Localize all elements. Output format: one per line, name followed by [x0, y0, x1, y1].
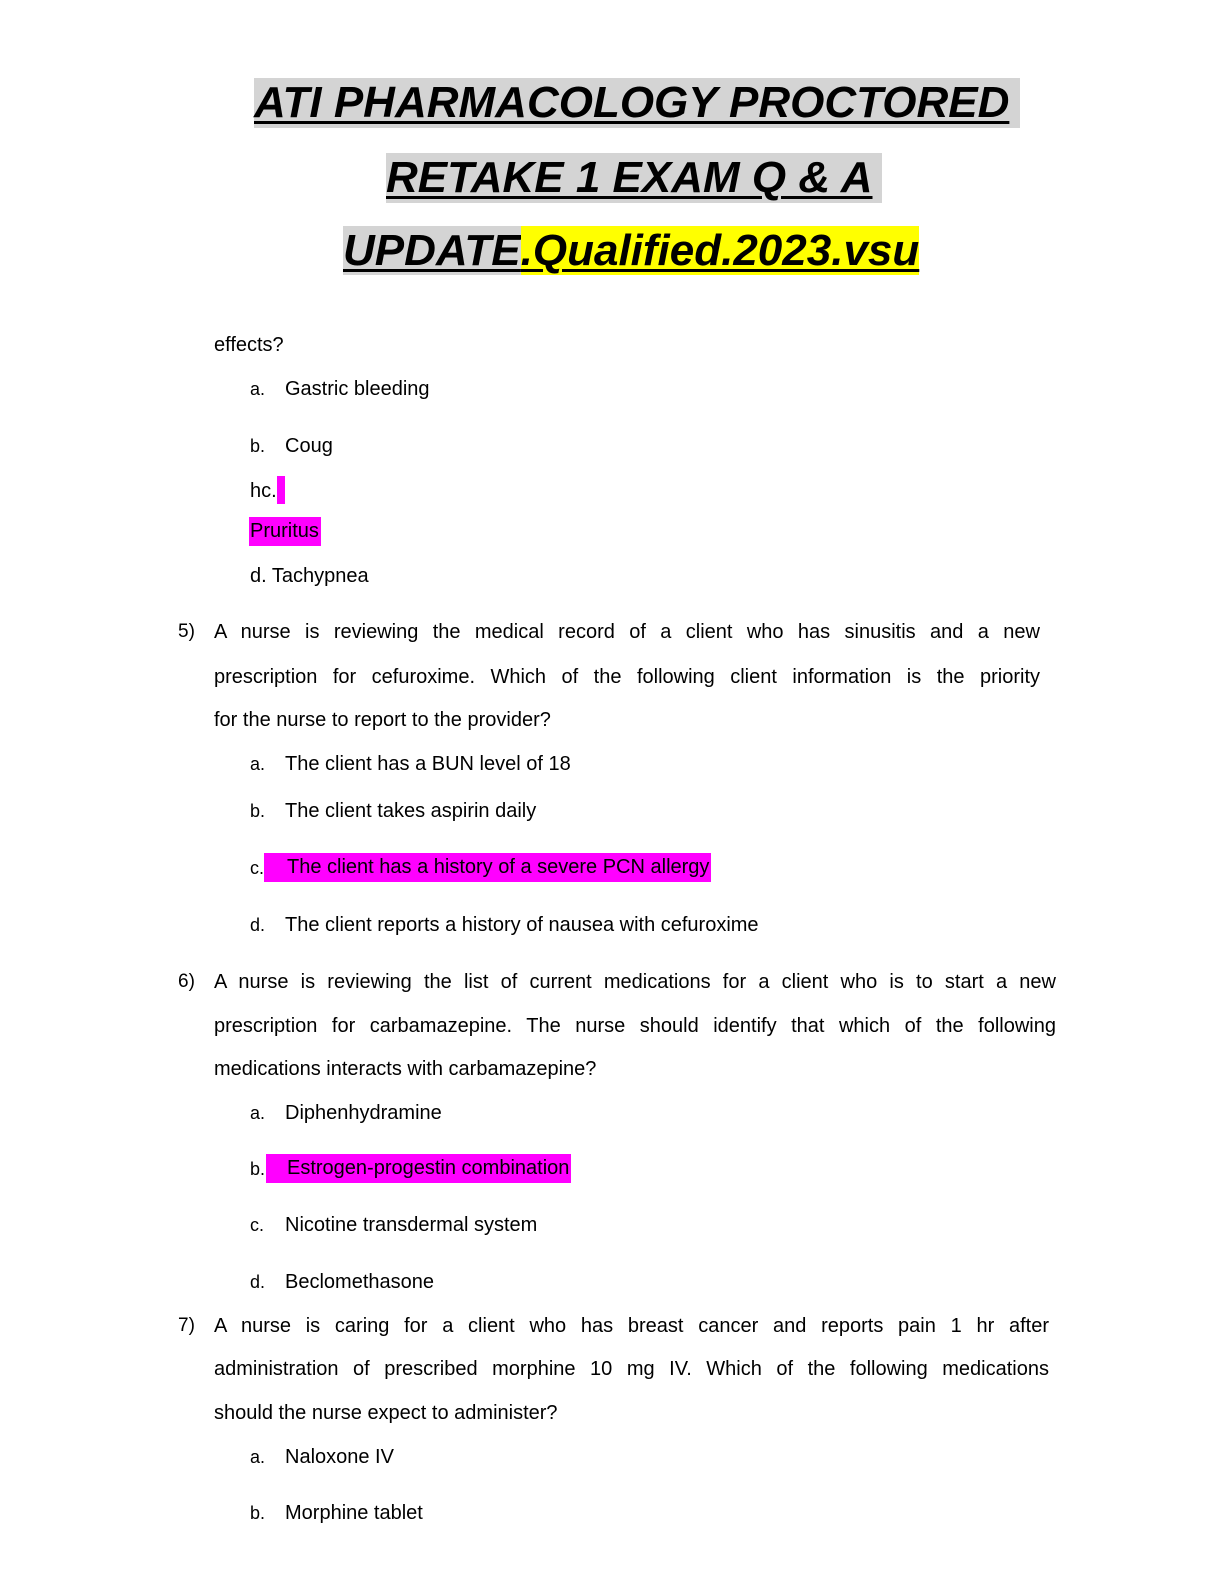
q5-line-3: for the nurse to report to the provider?	[214, 709, 551, 731]
title-line-3	[343, 226, 919, 276]
q4-correct-answer-pruritus: Pruritus	[249, 517, 321, 546]
q5-option-d-text: The client reports a history of nausea with cefuroxime	[285, 914, 759, 936]
q7-option-b-letter: b.	[250, 1503, 266, 1523]
q7-line-3: should the nurse expect to administer?	[214, 1402, 558, 1424]
q6-option-a-text: Diphenhydramine	[285, 1102, 442, 1124]
q6-option-a-letter: a.	[250, 1103, 266, 1123]
q4-fragment-text: effects?	[214, 334, 284, 356]
q6-option-c-text: Nicotine transdermal system	[285, 1214, 538, 1236]
q4-option-b-text: Coug	[285, 435, 333, 457]
title-line-2: RETAKE 1 EXAM Q & A	[386, 153, 882, 203]
q5-number: 5)	[178, 621, 195, 642]
q5-option-a-text: The client has a BUN level of 18	[285, 753, 571, 775]
q5-option-a-letter: a.	[250, 754, 266, 774]
q6-option-d-text: Beclomethasone	[285, 1271, 434, 1293]
q4-option-hc-text	[250, 476, 285, 504]
title-line-1: ATI PHARMACOLOGY PROCTORED	[254, 78, 1020, 128]
q5-option-b-text: The client takes aspirin daily	[285, 800, 537, 822]
q5-option-b-letter: b.	[250, 801, 266, 821]
q6-line-2: prescription for carbamazepine. The nurse should identify that which of the following	[214, 1015, 1056, 1037]
q5-correct-answer-c: The client has a history of a severe PCN allergy	[264, 853, 711, 882]
q5-line-1: A nurse is reviewing the medical record of a client who has sinusitis and a new	[214, 621, 1040, 643]
q7-line-2: administration of prescribed morphine 10 mg IV. Which of the following medications	[214, 1358, 1049, 1380]
q6-number: 6)	[178, 971, 195, 992]
q7-option-a-letter: a.	[250, 1447, 266, 1467]
q6-option-b-letter: b.	[250, 1159, 266, 1179]
q5-option-c-letter: c.	[250, 858, 265, 878]
q4-option-a-letter: a.	[250, 379, 266, 399]
q4-option-b-letter: b.	[250, 436, 266, 456]
q4-option-a-text: Gastric bleeding	[285, 378, 430, 400]
q5-option-d-letter: d.	[250, 915, 266, 935]
q4-option-d-text: d. Tachypnea	[250, 565, 369, 587]
q6-correct-answer-b: Estrogen-progestin combination	[266, 1154, 571, 1183]
q6-line-3: medications interacts with carbamazepine?	[214, 1058, 597, 1080]
title-update-text: UPDATE	[343, 226, 521, 275]
q4-hc-label: hc.	[250, 480, 277, 502]
q7-option-b-text: Morphine tablet	[285, 1502, 423, 1524]
q6-option-c-letter: c.	[250, 1215, 265, 1235]
q7-line-1: A nurse is caring for a client who has breast cancer and reports pain 1 hr after	[214, 1315, 1049, 1337]
q6-option-d-letter: d.	[250, 1272, 266, 1292]
q6-line-1: A nurse is reviewing the list of current medications for a client who is to start a new	[214, 971, 1056, 993]
q5-line-2: prescription for cefuroxime. Which of the following client information is the priority	[214, 666, 1040, 688]
q7-option-a-text: Naloxone IV	[285, 1446, 394, 1468]
q4-hc-highlight-mark	[277, 476, 285, 504]
title-qualified-highlight: .Qualified.2023.vsu	[520, 226, 920, 275]
q7-number: 7)	[178, 1315, 195, 1336]
